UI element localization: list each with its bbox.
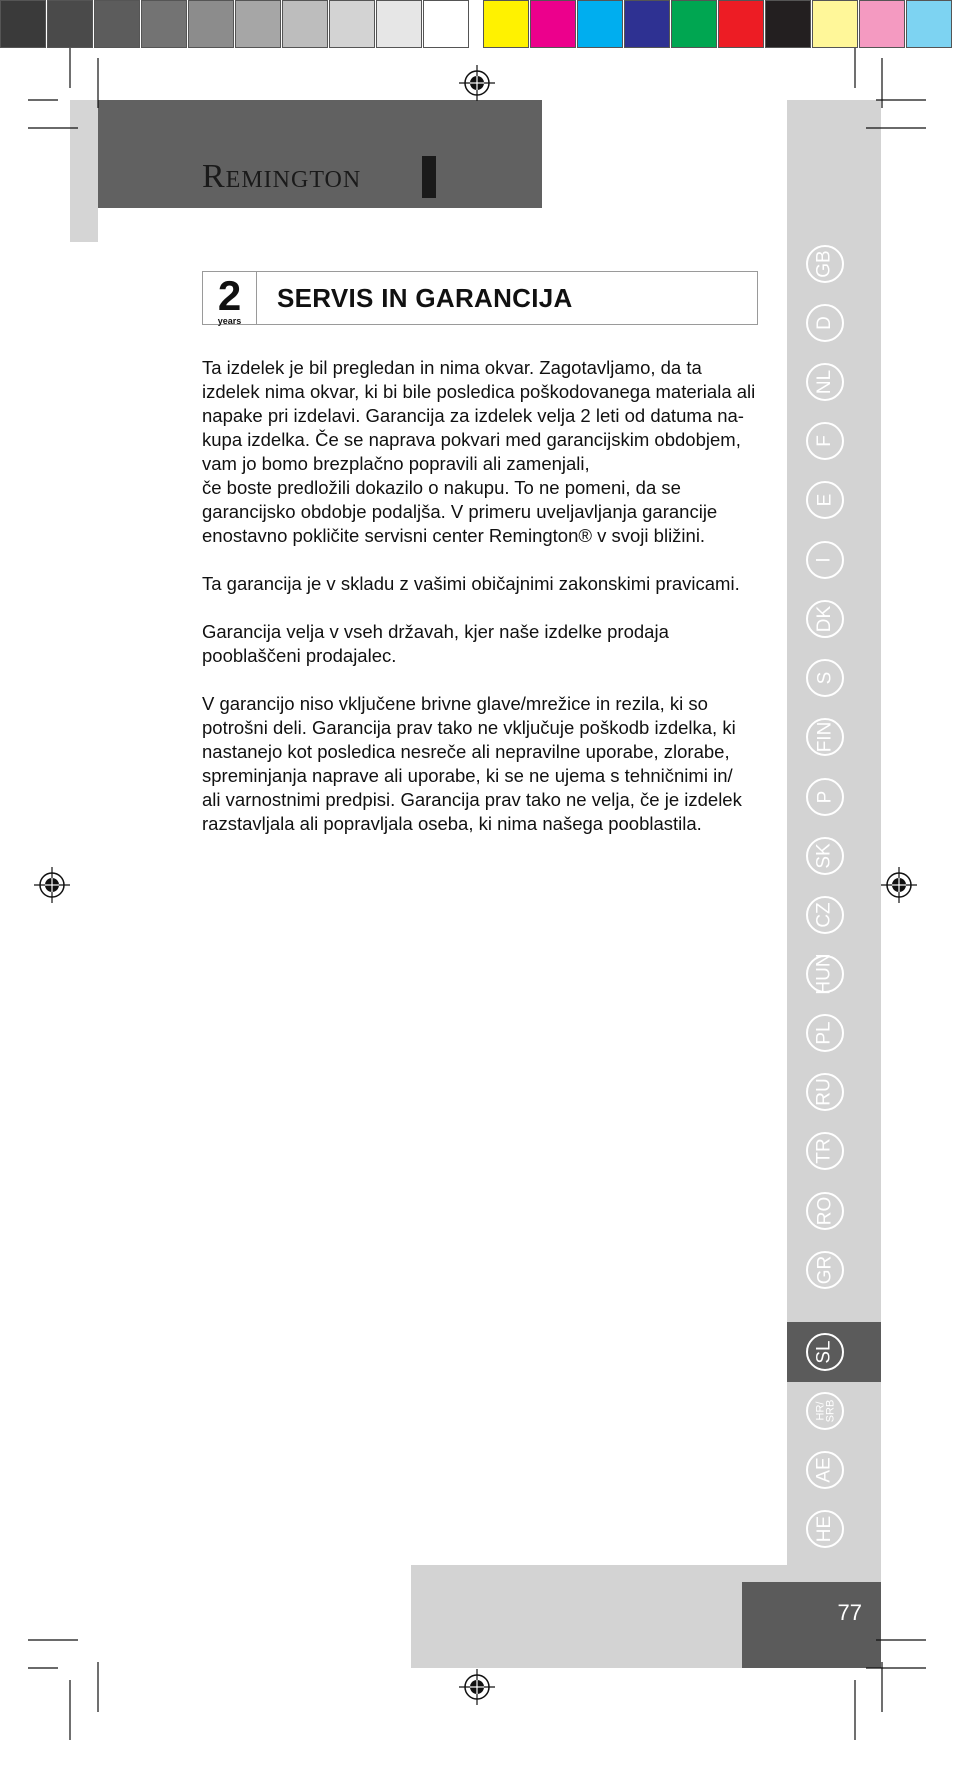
language-tab-ru[interactable]	[806, 1073, 844, 1111]
color-swatch	[235, 0, 281, 48]
language-tab-hr-srb[interactable]	[806, 1392, 844, 1430]
language-tab-p[interactable]	[806, 778, 844, 816]
language-tab-cz[interactable]	[806, 896, 844, 934]
language-tab-gb[interactable]	[806, 245, 844, 283]
color-swatch	[624, 0, 670, 48]
badge-number: 2	[217, 272, 242, 319]
language-tab-label: TR	[813, 1138, 835, 1164]
color-swatch	[483, 0, 529, 48]
remington-logo: Remington	[202, 158, 362, 195]
color-swatch	[376, 0, 422, 48]
language-tab-label: GR	[814, 1255, 835, 1285]
language-tab-d[interactable]	[806, 304, 844, 342]
paragraph: Ta garancija je v skladu z vašimi običajnimi zakonskimi pravicami.	[202, 573, 740, 594]
color-swatch	[906, 0, 952, 48]
language-tab-hun[interactable]	[806, 955, 844, 993]
language-tab-ae[interactable]	[806, 1451, 844, 1489]
registration-mark-icon	[458, 1668, 496, 1706]
language-tab-gr[interactable]	[806, 1251, 844, 1289]
language-tab-label: D	[813, 316, 835, 330]
color-swatch	[577, 0, 623, 48]
language-tab-label: AE	[813, 1457, 835, 1483]
color-swatch	[141, 0, 187, 48]
language-tab-s[interactable]	[806, 659, 844, 697]
color-swatch	[859, 0, 905, 48]
color-swatch	[329, 0, 375, 48]
language-tab-nl[interactable]	[806, 363, 844, 401]
header-side-strip	[70, 100, 98, 242]
section-title-box	[202, 271, 758, 325]
language-tab-label: PL	[814, 1021, 835, 1045]
logo-bar	[422, 156, 436, 198]
registration-mark-icon	[33, 866, 71, 904]
language-tab-label: DK	[814, 605, 835, 633]
language-tab-label: RO	[814, 1196, 835, 1226]
language-tab-label: HE	[814, 1515, 835, 1543]
language-tab-label: HR/ SRB	[814, 1399, 836, 1423]
paragraph: V garancijo niso vključene brivne glave/mrežice in rezila, ki so potrošni deli. Garancija prav tako ne vključuje poškodb izdelka, ki nastanejo kot posledica nesreče ali nepravilne uporabe, zlorabe, spreminjanja naprave ali uporabe, ki se ne ujema s tehničnimi in/ ali varnostnimi predpisi. Garancija prav tako ne velja, če je izdelek razstavljala ali popravljala oseba, ki nima našega pooblastila.	[202, 693, 742, 834]
language-tab-sl[interactable]	[806, 1333, 844, 1371]
language-tab-label: NL	[813, 369, 835, 395]
language-tab-label: S	[814, 671, 835, 685]
color-calibration-bar	[0, 0, 954, 48]
language-tab-label: I	[814, 557, 835, 563]
language-tab-ro[interactable]	[806, 1192, 844, 1230]
language-tab-e[interactable]	[806, 481, 844, 519]
language-tab-fin[interactable]	[806, 718, 844, 756]
color-swatch	[0, 0, 46, 48]
language-tab-f[interactable]	[806, 422, 844, 460]
language-tab-dk[interactable]	[806, 600, 844, 638]
color-swatch	[423, 0, 469, 48]
badge-unit: years	[217, 316, 242, 326]
color-swatch	[671, 0, 717, 48]
language-tab-label: E	[814, 493, 835, 507]
color-swatch	[94, 0, 140, 48]
language-tab-pl[interactable]	[806, 1014, 844, 1052]
language-tab-label: P	[814, 790, 835, 804]
language-tab-label: SL	[814, 1340, 835, 1364]
warranty-text	[202, 356, 770, 860]
language-tab-label: F	[813, 435, 835, 447]
language-tab-i[interactable]	[806, 541, 844, 579]
page-number: 77	[837, 1600, 862, 1625]
language-tab-sk[interactable]	[806, 837, 844, 875]
page-title: SERVIS IN GARANCIJA	[277, 283, 573, 313]
color-swatch	[718, 0, 764, 48]
language-tab-label: HUN	[814, 953, 836, 995]
color-swatch	[47, 0, 93, 48]
registration-mark-icon	[880, 866, 918, 904]
color-swatch	[812, 0, 858, 48]
language-tab-label: CZ	[813, 902, 835, 928]
language-tab-tr[interactable]	[806, 1132, 844, 1170]
language-tab-label: FIN	[813, 721, 835, 753]
registration-mark-icon	[458, 64, 496, 102]
color-swatch	[188, 0, 234, 48]
language-tab-label: SK	[813, 843, 835, 869]
language-tab-label: GB	[813, 250, 835, 278]
paragraph: Ta izdelek je bil pregledan in nima okvar. Zagotavljamo, da ta izdelek nima okvar, ki bi bile posledica poškodovanega materiala ali napake pri izdelavi. Garancija za izdelek velja 2 leti od datuma na- kupa izdelka. Če se naprava pokvari med garancijskim obdobjem, vam jo bomo brezplačno popravili ali zamenjali, če boste predložili dokazilo o nakupu. To ne pomeni, da se garancijsko obdobje podaljša. V primeru uveljavljanja garancije enostavno pokličite servisni center Remington® v svoji bližini.	[202, 357, 756, 546]
language-tab-label: RU	[813, 1078, 835, 1106]
paragraph: Garancija velja v vseh državah, kjer naše izdelke prodaja pooblaščeni prodajalec.	[202, 621, 669, 666]
language-tab-he[interactable]	[806, 1510, 844, 1548]
color-swatch	[282, 0, 328, 48]
color-swatch	[765, 0, 811, 48]
two-year-badge	[203, 272, 257, 324]
color-swatch	[530, 0, 576, 48]
